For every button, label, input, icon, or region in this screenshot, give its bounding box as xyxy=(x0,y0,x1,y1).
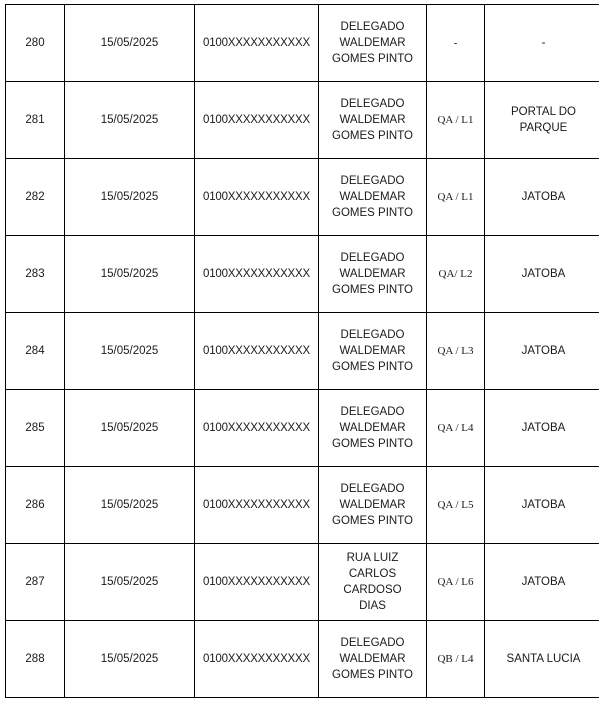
cell-street xyxy=(319,82,427,159)
table-row xyxy=(6,236,599,313)
cell-district xyxy=(485,5,599,82)
cell-record-number: 283 xyxy=(6,236,65,313)
cell-district xyxy=(485,544,599,621)
cell-street-text: RUA LUIZ CARLOS CARDOSO DIAS xyxy=(343,552,402,612)
cell-record-number: 288 xyxy=(6,621,65,698)
table-row xyxy=(6,82,599,159)
cell-date: 15/05/2025 xyxy=(65,621,195,698)
cell-district xyxy=(485,390,599,467)
cell-lot: QA / L4 xyxy=(427,390,485,467)
cell-district xyxy=(485,82,599,159)
cell-district-text: JATOBA xyxy=(521,345,566,357)
cell-street xyxy=(319,544,427,621)
records-sheet xyxy=(5,4,599,698)
cell-district xyxy=(485,313,599,390)
cell-record-number: 286 xyxy=(6,467,65,544)
cell-district xyxy=(485,467,599,544)
cell-street-text: DELEGADO WALDEMAR GOMES PINTO xyxy=(332,329,413,373)
cell-date: 15/05/2025 xyxy=(65,313,195,390)
cell-date: 15/05/2025 xyxy=(65,544,195,621)
cell-code: 0100XXXXXXXXXXX xyxy=(195,159,319,236)
cell-record-number: 287 xyxy=(6,544,65,621)
table-row xyxy=(6,544,599,621)
cell-street xyxy=(319,159,427,236)
cell-street xyxy=(319,236,427,313)
cell-street xyxy=(319,467,427,544)
cell-district-text: - xyxy=(541,37,546,49)
table-row xyxy=(6,159,599,236)
cell-street xyxy=(319,313,427,390)
cell-date: 15/05/2025 xyxy=(65,5,195,82)
cell-date: 15/05/2025 xyxy=(65,236,195,313)
cell-district xyxy=(485,621,599,698)
cell-street xyxy=(319,390,427,467)
cell-code: 0100XXXXXXXXXXX xyxy=(195,390,319,467)
cell-street-text: DELEGADO WALDEMAR GOMES PINTO xyxy=(332,175,413,219)
cell-lot: QA / L6 xyxy=(427,544,485,621)
cell-record-number: 284 xyxy=(6,313,65,390)
records-table-body xyxy=(6,5,599,698)
cell-district-text: JATOBA xyxy=(521,268,566,280)
cell-date: 15/05/2025 xyxy=(65,159,195,236)
table-row xyxy=(6,5,599,82)
cell-street-text: DELEGADO WALDEMAR GOMES PINTO xyxy=(332,483,413,527)
cell-lot: - xyxy=(427,5,485,82)
cell-record-number: 280 xyxy=(6,5,65,82)
cell-street-text: DELEGADO WALDEMAR GOMES PINTO xyxy=(332,406,413,450)
cell-lot: QA/ L2 xyxy=(427,236,485,313)
cell-street xyxy=(319,5,427,82)
cell-district-text: JATOBA xyxy=(521,499,566,511)
table-row xyxy=(6,390,599,467)
cell-district xyxy=(485,236,599,313)
cell-street-text: DELEGADO WALDEMAR GOMES PINTO xyxy=(332,21,413,65)
cell-street-text: DELEGADO WALDEMAR GOMES PINTO xyxy=(332,98,413,142)
cell-street-text: DELEGADO WALDEMAR GOMES PINTO xyxy=(332,637,413,681)
table-row xyxy=(6,621,599,698)
cell-lot: QA / L1 xyxy=(427,159,485,236)
cell-record-number: 282 xyxy=(6,159,65,236)
cell-date: 15/05/2025 xyxy=(65,467,195,544)
cell-street xyxy=(319,621,427,698)
records-table xyxy=(5,4,599,698)
cell-lot: QB / L4 xyxy=(427,621,485,698)
cell-code: 0100XXXXXXXXXXX xyxy=(195,236,319,313)
cell-district-text: JATOBA xyxy=(521,191,566,203)
cell-date: 15/05/2025 xyxy=(65,390,195,467)
cell-record-number: 281 xyxy=(6,82,65,159)
cell-street-text: DELEGADO WALDEMAR GOMES PINTO xyxy=(332,252,413,296)
cell-district-text: JATOBA xyxy=(521,576,566,588)
cell-code: 0100XXXXXXXXXXX xyxy=(195,82,319,159)
cell-district-text: PORTAL DO PARQUE xyxy=(511,106,576,134)
table-row xyxy=(6,313,599,390)
table-row xyxy=(6,467,599,544)
cell-code: 0100XXXXXXXXXXX xyxy=(195,621,319,698)
cell-district-text: SANTA LUCIA xyxy=(506,653,581,665)
cell-record-number: 285 xyxy=(6,390,65,467)
cell-code: 0100XXXXXXXXXXX xyxy=(195,544,319,621)
cell-date: 15/05/2025 xyxy=(65,82,195,159)
cell-district xyxy=(485,159,599,236)
cell-district-text: JATOBA xyxy=(521,422,566,434)
cell-lot: QA / L1 xyxy=(427,82,485,159)
cell-code: 0100XXXXXXXXXXX xyxy=(195,5,319,82)
cell-lot: QA / L5 xyxy=(427,467,485,544)
cell-lot: QA / L3 xyxy=(427,313,485,390)
cell-code: 0100XXXXXXXXXXX xyxy=(195,467,319,544)
cell-code: 0100XXXXXXXXXXX xyxy=(195,313,319,390)
